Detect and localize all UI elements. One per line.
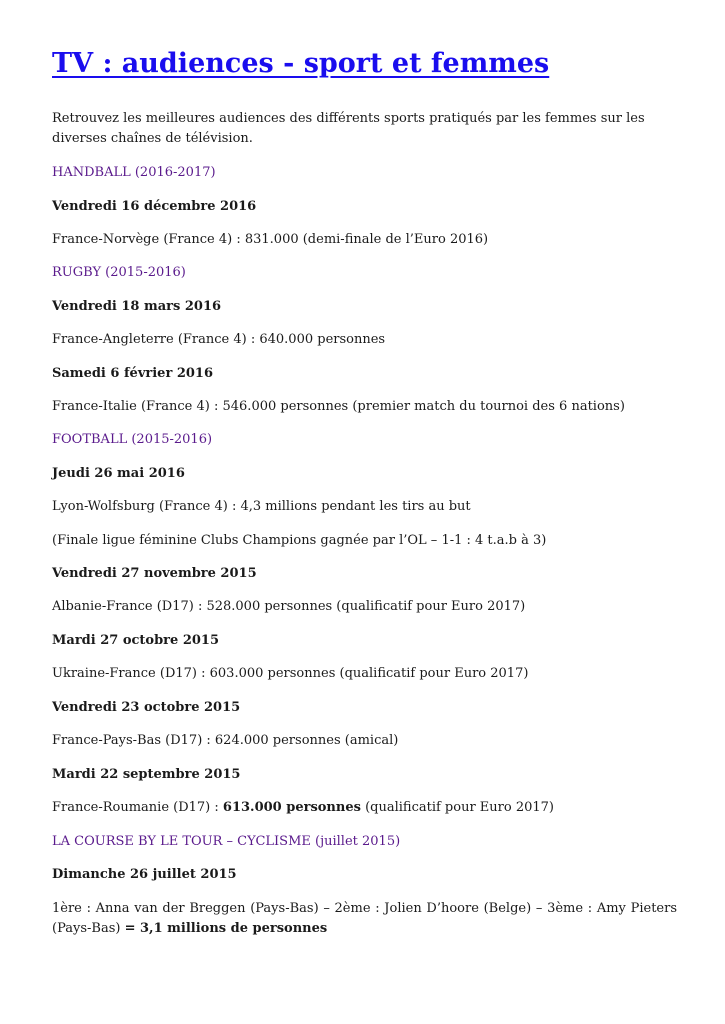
football-date-4: Vendredi 23 octobre 2015: [52, 700, 241, 715]
cyclisme-line-1: [52, 899, 677, 939]
handball-date-1: Vendredi 16 décembre 2016: [52, 199, 257, 214]
rugby-line-1: France-Angleterre (France 4) : 640.000 personnes: [52, 332, 386, 347]
handball-line-1: France-Norvège (France 4) : 831.000 (demi-finale de l’Euro 2016): [52, 232, 489, 247]
football-line-5: [52, 798, 554, 818]
football-line-3: Ukraine-France (D17) : 603.000 personnes (qualificatif pour Euro 2017): [52, 666, 529, 681]
rugby-date-2: Samedi 6 février 2016: [52, 366, 213, 381]
cyclisme-date-1: Dimanche 26 juillet 2015: [52, 867, 237, 882]
football-date-1: Jeudi 26 mai 2016: [52, 466, 185, 481]
football-line-1: Lyon-Wolfsburg (France 4) : 4,3 millions pendant les tirs au but: [52, 499, 471, 514]
page-title[interactable]: TV : audiences - sport et femmes: [52, 48, 550, 79]
rugby-heading-link[interactable]: RUGBY (2015-2016): [52, 265, 186, 280]
rugby-line-2: France-Italie (France 4) : 546.000 personnes (premier match du tournoi des 6 nations): [52, 399, 625, 414]
football-line-2: Albanie-France (D17) : 528.000 personnes (qualificatif pour Euro 2017): [52, 599, 526, 614]
intro-paragraph: Retrouvez les meilleures audiences des différents sports pratiqués par les femmes sur les diverses chaînes de télévision.: [52, 111, 645, 146]
football-heading-link[interactable]: FOOTBALL (2015-2016): [52, 432, 213, 447]
rugby-date-1: Vendredi 18 mars 2016: [52, 299, 222, 314]
cyclisme-line-1-bold: = 3,1 millions de personnes: [124, 921, 328, 936]
handball-heading-link[interactable]: HANDBALL (2016-2017): [52, 165, 216, 180]
football-date-2: Vendredi 27 novembre 2015: [52, 566, 257, 581]
football-date-5: Mardi 22 septembre 2015: [52, 767, 241, 782]
cyclisme-heading-link[interactable]: LA COURSE BY LE TOUR – CYCLISME (juillet 2015): [52, 834, 401, 849]
football-line-4: France-Pays-Bas (D17) : 624.000 personnes (amical): [52, 733, 399, 748]
football-line-5-bold: 613.000 personnes: [222, 800, 361, 815]
football-line-1b: (Finale ligue féminine Clubs Champions gagnée par l’OL – 1-1 : 4 t.a.b à 3): [52, 533, 547, 548]
football-line-5-pre: France-Roumanie (D17) :: [52, 800, 223, 815]
football-line-5-post: (qualificatif pour Euro 2017): [360, 800, 554, 815]
cyclisme-line-1-pre: 1ère : Anna van der Breggen (Pays-Bas) – 2ème : Jolien D’hoore (Belge) – 3ème : Amy Pieters (Pays-Bas): [52, 901, 677, 936]
football-date-3: Mardi 27 octobre 2015: [52, 633, 220, 648]
